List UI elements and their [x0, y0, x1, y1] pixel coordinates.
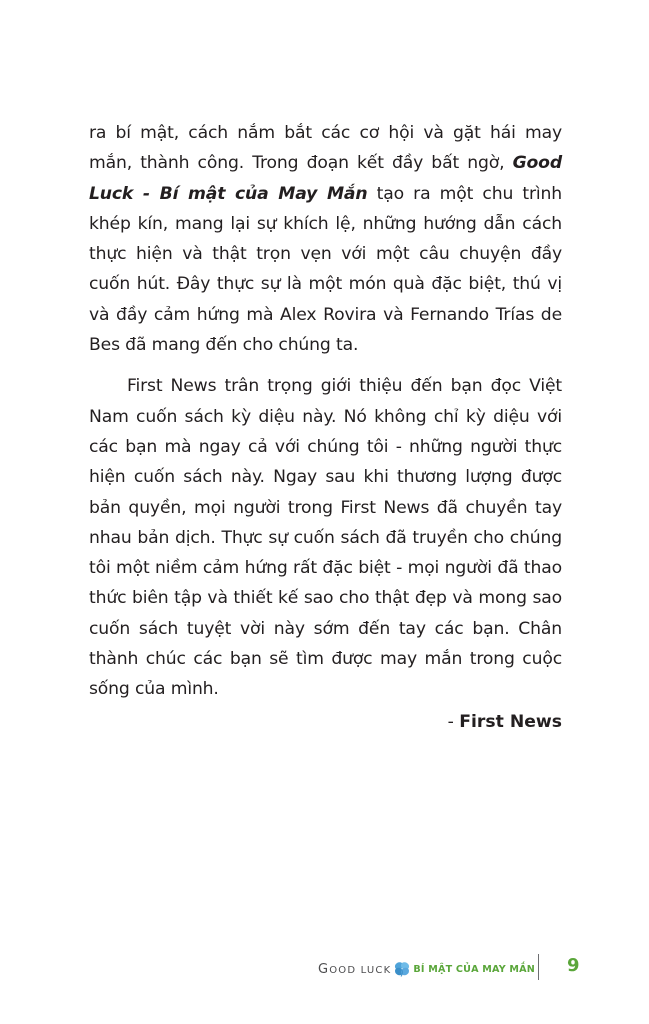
brand-rest: OOD LUCK — [329, 964, 392, 976]
signature-name: First News — [459, 711, 562, 732]
paragraph-first-news: First News trân trọng giới thiệu đến bạn đọc Việt Nam cuốn sách kỳ diệu này. Nó không chỉ kỳ diệu với các bạn mà ngay cả với chúng tôi - những người thực hiện cuốn sách này. Ngay sau khi thương lượng được bản quyền, mọi người trong First News đã chuyền tay nhau bản dịch. Thực sự cuốn sách đã truyền cho chúng tôi một niềm cảm hứng rất đặc biệt - mọi người đã thao thức biên tập và thiết kế sao cho thật đẹp và mong sao cuốn sách tuyệt vời này sớm đến tay các bạn. Chân thành chúc các bạn sẽ tìm được may mắn trong cuộc sống của mình. — [89, 376, 562, 700]
footer-divider — [538, 954, 539, 980]
running-title — [318, 961, 535, 977]
signature-dash: - — [447, 711, 460, 732]
brand-initial: G — [317, 961, 330, 977]
brand-title — [318, 962, 391, 977]
paragraph-intro-ending — [89, 118, 562, 360]
clover-icon — [393, 961, 411, 977]
book-subtitle: BÍ MẬT CỦA MAY MẮN — [413, 963, 535, 975]
paragraph-text: tạo ra một chu trình khép kín, mang lại sự khích lệ, những hướng dẫn cách thực hiện và thật trọn vẹn với một câu chuyện đầy cuốn hút. Đây thực sự là một món quà đặc biệt, thú vị và đầy cảm hứng mà Alex Rovira và Fernando Trías de Bes đã mang đến cho chúng ta. — [89, 183, 562, 356]
page-number: 9 — [567, 955, 580, 976]
page-body — [89, 118, 562, 737]
signature — [89, 707, 562, 737]
paragraph-text: ra bí mật, cách nắm bắt các cơ hội và gặt hái may mắn, thành công. Trong đoạn kết đầy bất ngờ, — [89, 123, 562, 174]
book-title-emphasis: Good Luck - Bí mật của May Mắn — [89, 153, 562, 204]
page-footer — [0, 952, 649, 982]
